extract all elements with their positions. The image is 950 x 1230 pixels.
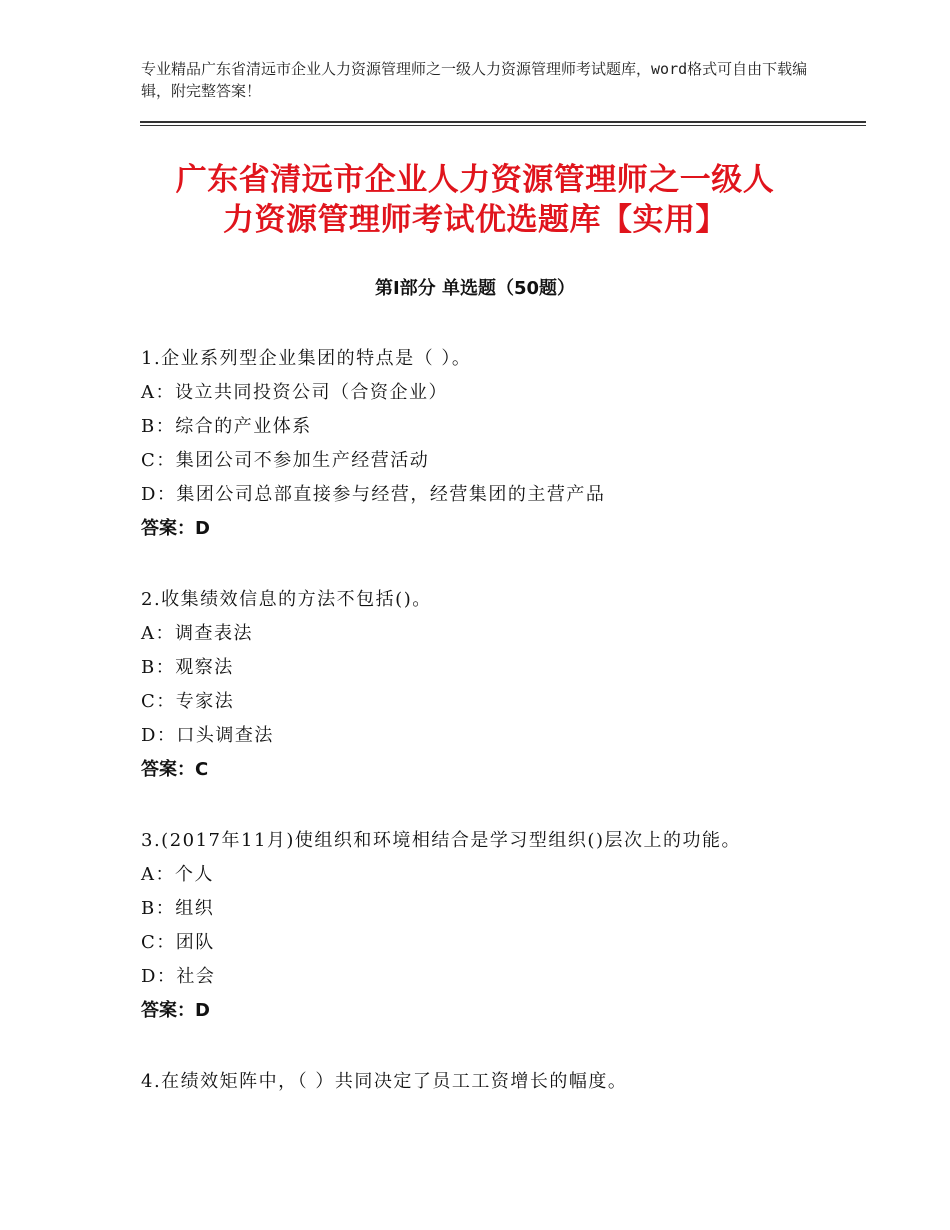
question-text: 1.企业系列型企业集团的特点是（ ）。: [141, 348, 472, 369]
answer: 答案：D: [141, 1000, 210, 1021]
question-3: [141, 824, 841, 1028]
option-b: B：观察法: [141, 657, 234, 678]
document-title: [130, 160, 820, 240]
option-d: D：口头调查法: [141, 725, 274, 746]
option-c: C：集团公司不参加生产经营活动: [141, 450, 430, 471]
header-divider: [140, 121, 866, 123]
question-list: [141, 342, 841, 1136]
option-c: C：专家法: [141, 691, 235, 712]
question-1: [141, 342, 841, 546]
question-text: 2.收集绩效信息的方法不包括()。: [141, 589, 432, 610]
question-text: 4.在绩效矩阵中，（ ）共同决定了员工工资增长的幅度。: [141, 1071, 628, 1092]
option-c: C：团队: [141, 932, 215, 953]
answer: 答案：C: [141, 759, 209, 780]
title-line-1: 广东省清远市企业人力资源管理师之一级人: [175, 162, 775, 198]
option-d: D：集团公司总部直接参与经营，经营集团的主营产品: [141, 484, 606, 505]
option-a: A：设立共同投资公司（合资企业）: [141, 382, 448, 403]
question-4: [141, 1065, 841, 1099]
header-note: 专业精品广东省清远市企业人力资源管理师之一级人力资源管理师考试题库，word格式可自由下载编辑，附完整答案！: [141, 60, 808, 100]
option-b: B：组织: [141, 898, 215, 919]
question-text: 3.(2017年11月)使组织和环境相结合是学习型组织()层次上的功能。: [141, 830, 741, 851]
option-a: A：个人: [141, 864, 214, 885]
section-title: 第Ⅰ部分 单选题（50题）: [374, 278, 575, 299]
option-b: B：综合的产业体系: [141, 416, 312, 437]
option-d: D：社会: [141, 966, 216, 987]
option-a: A：调查表法: [141, 623, 253, 644]
header-divider-thin: [140, 125, 866, 126]
answer: 答案：D: [141, 518, 210, 539]
title-line-2: 力资源管理师考试优选题库【实用】: [223, 202, 727, 238]
question-2: [141, 583, 841, 787]
